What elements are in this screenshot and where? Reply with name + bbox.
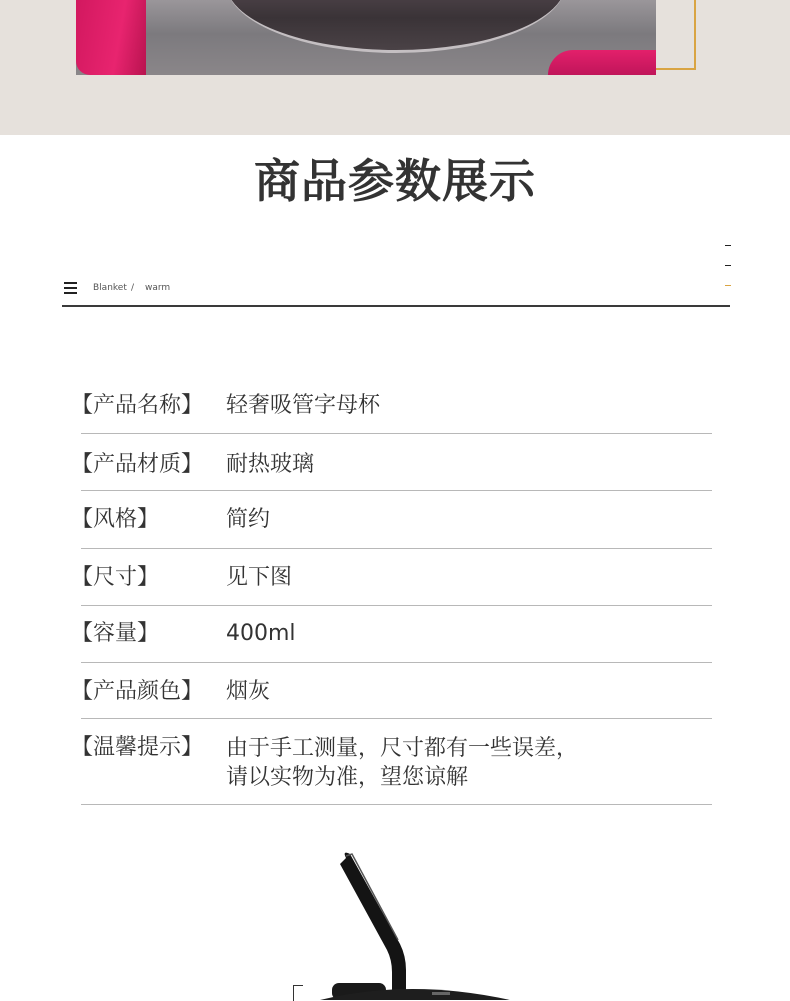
spec-label: 【尺寸】	[71, 565, 160, 590]
spec-row-material	[71, 434, 712, 491]
spec-value: 简约	[226, 507, 271, 532]
cup-straw-photo	[280, 840, 540, 1000]
dash-decoration	[725, 265, 731, 266]
breadcrumb-item-blanket[interactable]: Blanket	[93, 283, 127, 293]
pink-base-left	[76, 0, 146, 75]
cup-glass-illustration	[226, 0, 566, 53]
spec-label: 【容量】	[71, 621, 160, 646]
breadcrumb-item-warm[interactable]: warm	[145, 283, 171, 293]
spec-value: 轻奢吸管字母杯	[226, 393, 381, 418]
pink-base-right	[548, 50, 656, 75]
spec-label: 【产品材质】	[71, 452, 204, 477]
straw-shape	[340, 853, 406, 1000]
spec-row-size	[71, 549, 712, 606]
spec-value: 见下图	[226, 565, 293, 590]
hero-banner	[0, 0, 790, 135]
spec-row-color	[71, 663, 712, 719]
corner-mark-decoration	[293, 985, 303, 1001]
spec-label: 【风格】	[71, 507, 160, 532]
dash-decoration-accent	[725, 285, 731, 286]
spec-row-name	[71, 380, 712, 434]
breadcrumb-separator: /	[131, 283, 135, 293]
section-title: 商品参数展示	[254, 154, 536, 208]
spec-value: 由于手工测量，尺寸都有一些误差， 请以实物为准，望您谅解	[226, 736, 579, 790]
spec-row-notice	[71, 719, 712, 805]
spec-row-style	[71, 491, 712, 549]
spec-label: 【产品颜色】	[71, 679, 204, 704]
spec-label: 【产品名称】	[71, 393, 204, 418]
gold-frame-decoration	[656, 0, 696, 70]
spec-value: 耐热玻璃	[226, 452, 315, 477]
dash-decoration	[725, 245, 731, 246]
menu-icon[interactable]	[64, 282, 77, 294]
spec-value: 烟灰	[226, 679, 271, 704]
spec-value: 400ml	[226, 621, 296, 646]
spec-label: 【温馨提示】	[71, 735, 204, 760]
spec-row-capacity	[71, 606, 712, 663]
breadcrumb-divider	[62, 305, 730, 307]
